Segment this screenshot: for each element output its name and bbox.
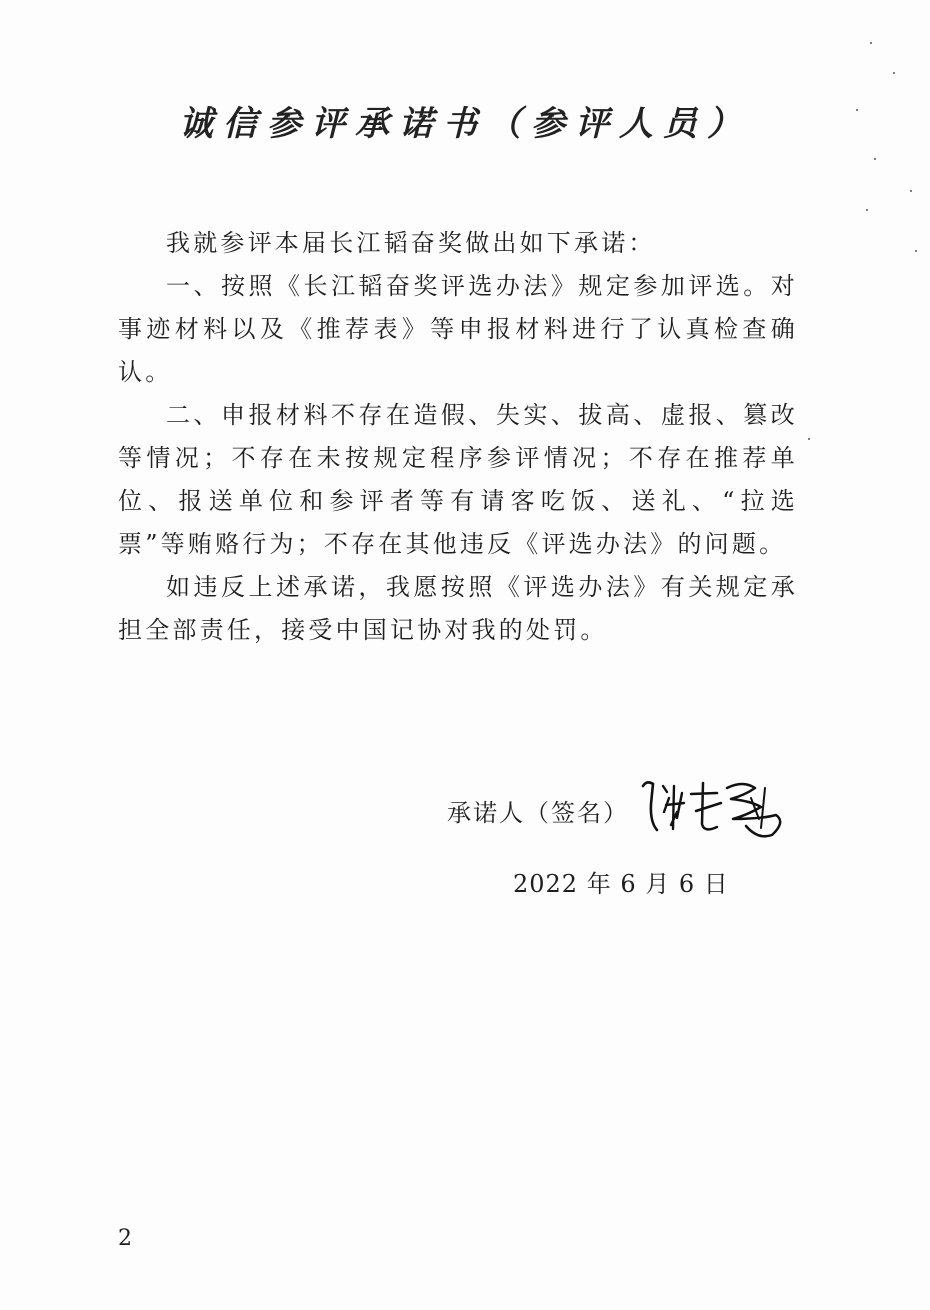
document-date: 2022 年 6 月 6 日 [513, 870, 729, 898]
scan-speck [893, 72, 895, 74]
scan-speck [910, 190, 912, 192]
scan-speck [874, 158, 876, 160]
signature-line [447, 770, 795, 850]
scan-speck [856, 109, 858, 111]
scan-speck [866, 209, 868, 211]
document-body [118, 222, 798, 652]
scan-speck [915, 250, 917, 252]
paragraph-intro: 我就参评本届长江韬奋奖做出如下承诺： [166, 229, 656, 257]
page-number: 2 [118, 1226, 132, 1251]
scan-speck [870, 42, 872, 44]
document-title: 诚信参评承诺书（参评人员） [179, 104, 751, 144]
paragraph-commitment-3: 如违反上述承诺，我愿按照《评选办法》有关规定承担全部责任，接受中国记协对我的处罚。 [118, 573, 798, 644]
scan-speck [808, 438, 810, 440]
handwritten-signature [635, 770, 795, 850]
signature-label: 承诺人（签名） [447, 798, 629, 827]
paragraph-commitment-1: 一、按照《长江韬奋奖评选办法》规定参加评选。对事迹材料以及《推荐表》等申报材料进行了认真检查确认。 [118, 272, 798, 386]
paragraph-commitment-2: 二、申报材料不存在造假、失实、拔高、虚报、篡改等情况；不存在未按规定程序参评情况；不存在推荐单位、报送单位和参评者等有请客吃饭、送礼、“拉选票”等贿赂行为；不存在其他违反《评选办法》的问题。 [118, 401, 798, 558]
